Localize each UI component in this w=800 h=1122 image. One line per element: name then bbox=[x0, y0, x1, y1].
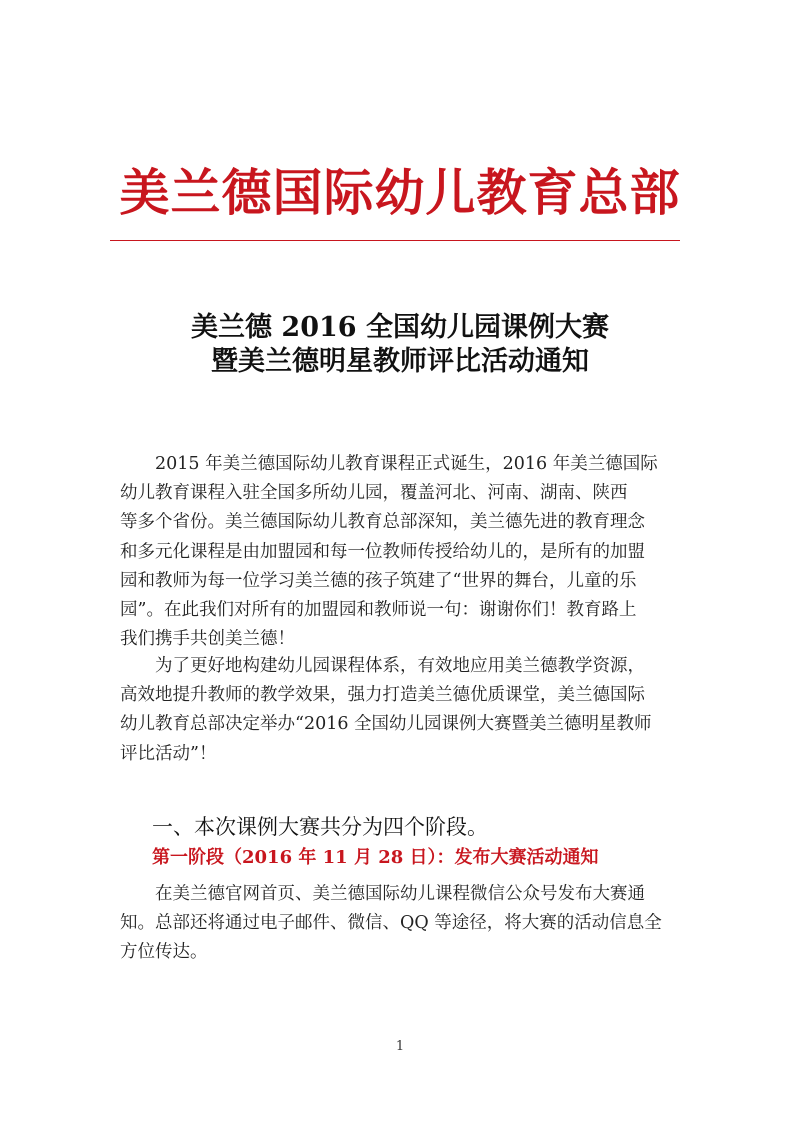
purpose-line: 高效地提升教师的教学效果，强力打造美兰德优质课堂，美兰德国际 bbox=[120, 685, 645, 706]
purpose-line: 为了更好地构建幼儿园课程体系，有效地应用美兰德教学资源， bbox=[155, 656, 645, 676]
masthead-title: 美兰德国际幼儿教育总部 bbox=[119, 163, 681, 222]
intro-line: 等多个省份。美兰德国际幼儿教育总部深知，美兰德先进的教育理念 bbox=[120, 512, 645, 533]
intro-line: 园和教师为每一位学习美兰德的孩子筑建了“世界的舞台，儿童的乐 bbox=[120, 570, 637, 591]
stage-1-line: 在美兰德官网首页、美兰德国际幼儿课程微信公众号发布大赛通 bbox=[155, 884, 645, 904]
section-1-heading: 一、本次课例大赛共分为四个阶段。 bbox=[152, 815, 488, 839]
page-number: 1 bbox=[395, 1039, 405, 1054]
document-title-line-2: 暨美兰德明星教师评比活动通知 bbox=[211, 346, 589, 377]
intro-line: 我们携手共创美兰德！ bbox=[120, 629, 295, 650]
purpose-line: 评比活动”！ bbox=[120, 743, 217, 764]
intro-line: 和多元化课程是由加盟园和每一位教师传授给幼儿的，是所有的加盟 bbox=[120, 541, 645, 562]
header-divider bbox=[110, 240, 680, 241]
stage-1-line: 方位传达。 bbox=[120, 942, 208, 963]
document-title-line-1: 美兰德 2016 全国幼儿园课例大赛 bbox=[191, 312, 609, 343]
stage-1-heading: 第一阶段（2016 年 11 月 28 日）：发布大赛活动通知 bbox=[152, 847, 599, 868]
purpose-line: 幼儿教育总部决定举办“2016 全国幼儿园课例大赛暨美兰德明星教师 bbox=[120, 714, 652, 735]
stage-1-paragraph bbox=[120, 880, 682, 968]
stage-1-line: 知。总部还将通过电子邮件、微信、QQ 等途径，将大赛的活动信息全 bbox=[120, 913, 662, 934]
intro-line: 2015 年美兰德国际幼儿教育课程正式诞生，2016 年美兰德国际 bbox=[155, 454, 658, 474]
intro-line: 幼儿教育课程入驻全国多所幼儿园，覆盖河北、河南、湖南、陕西 bbox=[120, 483, 628, 504]
intro-paragraph bbox=[120, 450, 682, 654]
intro-line: 园”。在此我们对所有的加盟园和教师说一句：谢谢你们！教育路上 bbox=[120, 600, 637, 621]
purpose-paragraph bbox=[120, 652, 682, 769]
